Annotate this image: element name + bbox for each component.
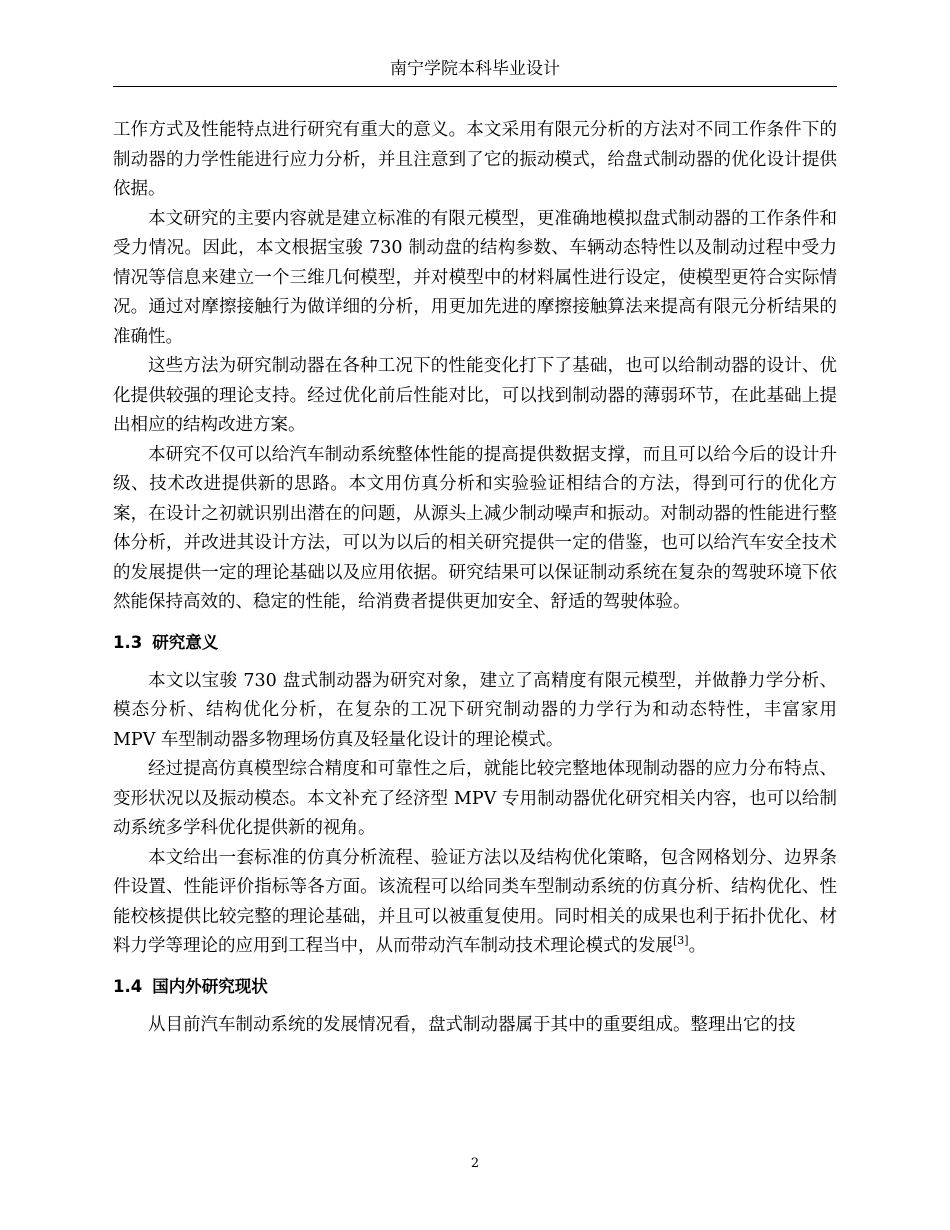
header-rule — [113, 86, 837, 87]
section-title: 国内外研究现状 — [152, 976, 268, 996]
paragraph-with-citation — [113, 844, 837, 962]
paragraph: 本研究不仅可以给汽车制动系统整体性能的提高提供数据支撑，而且可以给今后的设计升级、技术改进提供新的思路。本文用仿真分析和实验验证相结合的方法，得到可行的优化方案，在设计之初就识别出潜在的问题，从源头上减少制动噪声和振动。对制动器的性能进行整体分析，并改进其设计方法，可以为以后的相关研究提供一定的借鉴，也可以给汽车安全技术的发展提供一定的理论基础以及应用依据。研究结果可以保证制动系统在复杂的驾驶环境下依然能保持高效的、稳定的性能，给消费者提供更加安全、舒适的驾驶体验。 — [113, 444, 837, 612]
paragraph: 本文以宝骏 730 盘式制动器为研究对象，建立了高精度有限元模型，并做静力学分析、模态分析、结构优化分析，在复杂的工况下研究制动器的力学行为和动态特性，丰富家用 MPV 车型制动器多物理场仿真及轻量化设计的理论模式。 — [113, 670, 837, 750]
paragraph: 本文研究的主要内容就是建立标准的有限元模型，更准确地模拟盘式制动器的工作条件和受力情况。因此，本文根据宝骏 730 制动盘的结构参数、车辆动态特性以及制动过程中受力情况等信息来建立一个三维几何模型，并对模型中的材料属性进行设定，使模型更符合实际情况。通过对摩擦接触行为做详细的分析，用更加先进的摩擦接触算法来提高有限元分析结果的准确性。 — [113, 208, 837, 347]
page-header — [113, 52, 837, 86]
citation-reference: [3] — [673, 934, 689, 948]
document-body — [113, 116, 837, 1040]
section-title: 研究意义 — [152, 632, 219, 652]
section-heading-1-4 — [113, 972, 837, 1001]
paragraph-end-punctuation: 。 — [688, 936, 707, 956]
page-number: 2 — [470, 1156, 480, 1171]
section-number: 1.4 — [113, 976, 143, 996]
paragraph: 从目前汽车制动系统的发展情况看，盘式制动器属于其中的重要组成。整理出它的技 — [148, 1014, 796, 1035]
paragraph: 工作方式及性能特点进行研究有重大的意义。本文采用有限元分析的方法对不同工作条件下的制动器的力学性能进行应力分析，并且注意到了它的振动模式，给盘式制动器的优化设计提供依据。 — [113, 120, 837, 199]
paragraph-text: 本文给出一套标准的仿真分析流程、验证方法以及结构优化策略，包含网格划分、边界条件设置、性能评价指标等各方面。该流程可以给同类车型制动系统的仿真分析、结构优化、性能校核提供比较完整的理论基础，并且可以被重复使用。同时相关的成果也利于拓扑优化、材料力学等理论的应用到工程当中，从而带动汽车制动技术理论模式的发展 — [113, 847, 837, 956]
header-title: 南宁学院本科毕业设计 — [390, 59, 560, 79]
section-heading-1-3 — [113, 628, 837, 657]
section-number: 1.3 — [113, 632, 143, 652]
paragraph: 这些方法为研究制动器在各种工况下的性能变化打下了基础，也可以给制动器的设计、优化提供较强的理论支持。经过优化前后性能对比，可以找到制动器的薄弱环节，在此基础上提出相应的结构改进方案。 — [113, 356, 837, 435]
paragraph: 经过提高仿真模型综合精度和可靠性之后，就能比较完整地体现制动器的应力分布特点、变形状况以及振动模态。本文补充了经济型 MPV 专用制动器优化研究相关内容，也可以给制动系统多学科优化提供新的视角。 — [113, 759, 837, 838]
